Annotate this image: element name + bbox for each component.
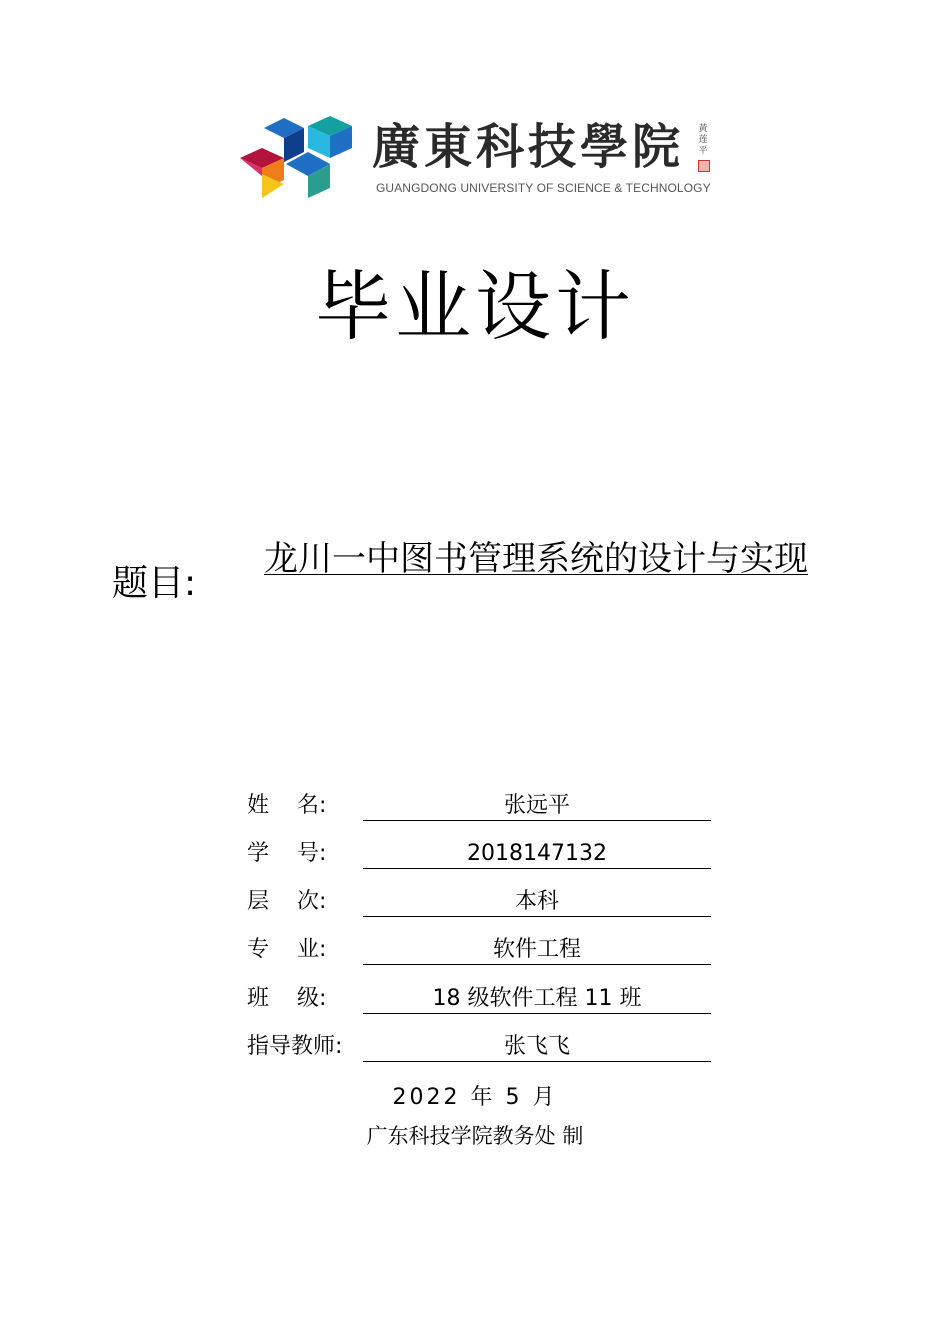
name-value: 张远平 [363,792,711,821]
student-id-label: 学 号: [247,841,327,866]
info-row-class [247,985,712,1015]
topic-value [248,540,824,578]
university-name-en: GUANGDONG UNIVERSITY OF SCIENCE & TECHNOLOGY [376,181,711,195]
advisor-value: 张飞飞 [363,1033,711,1062]
submission-date: 2022 年 5 月 [392,1085,558,1110]
level-label: 层 次: [247,889,327,914]
issuing-office: 广东科技学院教务处 制 [366,1124,584,1148]
major-label: 专 业: [247,937,327,962]
calligrapher-seal [698,160,710,172]
university-name-cn: 廣東科技學院 [372,119,685,175]
info-row-student-id [247,840,712,870]
calligrapher-signature: 黃莲平 [698,124,708,156]
major-value: 软件工程 [363,936,711,965]
name-label: 姓 名: [247,793,327,818]
topic-label: 题目: [112,563,197,604]
document-title: 毕业设计 [315,262,635,351]
student-id-value: 2018147132 [363,840,711,869]
class-value: 18 级软件工程 11 班 [363,985,711,1014]
info-row-level [247,888,712,918]
info-row-advisor [247,1033,712,1063]
info-row-major [247,936,712,966]
topic-value-text: 龙川一中图书管理系统的设计与实现 [264,539,808,579]
university-logo-mark [238,112,358,202]
class-label: 班 级: [247,986,327,1011]
level-value: 本科 [363,888,711,917]
advisor-label: 指导教师: [247,1034,343,1059]
info-row-name [247,792,712,822]
